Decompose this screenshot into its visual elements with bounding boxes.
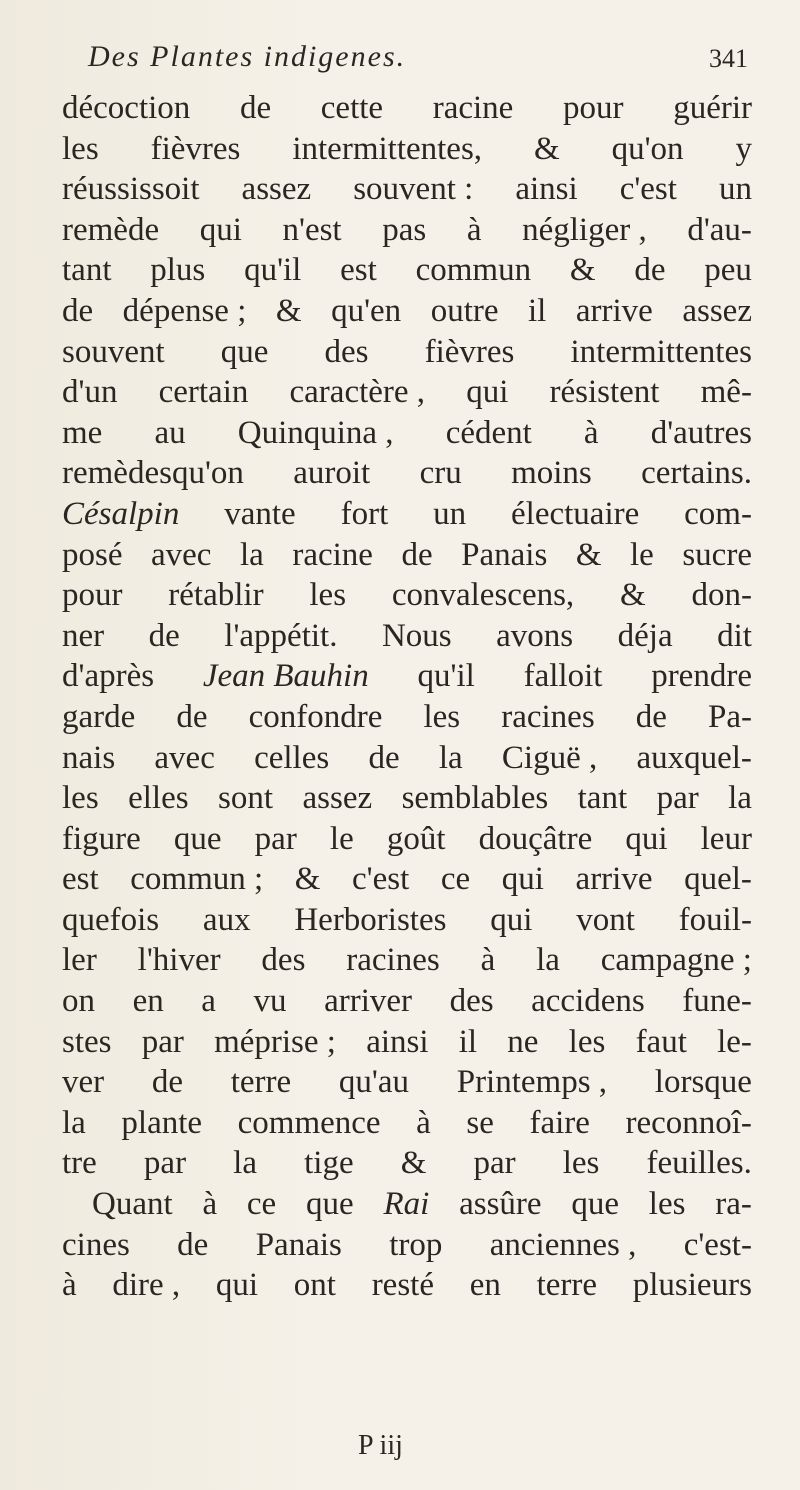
word: se xyxy=(466,1104,494,1141)
word: réussissoit xyxy=(62,171,200,208)
word: qui xyxy=(215,1267,259,1304)
text-line xyxy=(62,453,752,494)
text-line xyxy=(62,291,752,332)
word: sucre xyxy=(682,536,752,573)
word: Rai xyxy=(383,1186,430,1223)
word: Printemps , xyxy=(456,1064,608,1101)
word: trop xyxy=(389,1226,443,1263)
word: que xyxy=(571,1186,619,1223)
word: de xyxy=(368,739,400,776)
word: dit xyxy=(717,617,752,654)
word: fièvres xyxy=(150,130,241,167)
text-line xyxy=(62,900,752,941)
word: qui xyxy=(466,374,509,411)
text-line xyxy=(62,1143,752,1184)
word: quel- xyxy=(684,861,752,898)
word: dire , xyxy=(112,1267,181,1304)
word: plusieurs xyxy=(632,1267,752,1304)
word: de xyxy=(635,698,667,735)
word: ont xyxy=(293,1267,336,1304)
word: posé xyxy=(62,536,123,573)
word: commence xyxy=(237,1104,381,1141)
word: cru xyxy=(419,455,462,492)
word: elles xyxy=(128,780,189,817)
text-line xyxy=(62,372,752,413)
text-line xyxy=(62,616,752,657)
word: la xyxy=(438,739,463,776)
text-line xyxy=(62,1265,752,1306)
word: les xyxy=(423,698,461,735)
word: à xyxy=(480,942,496,979)
word: par xyxy=(141,1023,184,1060)
text-line xyxy=(62,332,752,373)
word: ner xyxy=(62,617,105,654)
word: Panais xyxy=(255,1226,342,1263)
body-text xyxy=(62,88,752,1306)
word: ce xyxy=(246,1186,277,1223)
word: c'est- xyxy=(683,1226,752,1263)
word: qu'il xyxy=(417,658,475,695)
word: les xyxy=(309,577,347,614)
page-number: 341 xyxy=(709,44,748,73)
word: commun ; xyxy=(130,861,264,898)
word: accidens xyxy=(531,983,645,1020)
word: par xyxy=(254,820,297,857)
word: de xyxy=(151,1064,184,1101)
word: tre xyxy=(62,1145,97,1182)
word: pas xyxy=(382,211,427,248)
word: arrive xyxy=(575,292,653,329)
word: cines xyxy=(62,1226,130,1263)
word: ainsi xyxy=(515,171,578,208)
word: plus xyxy=(150,252,206,289)
word: c'est xyxy=(619,171,677,208)
word: racines xyxy=(501,698,595,735)
word: à xyxy=(466,211,482,248)
word: que xyxy=(173,820,222,857)
word: la xyxy=(233,1145,257,1182)
word: tant xyxy=(62,252,112,289)
text-line xyxy=(62,1225,752,1266)
word: guérir xyxy=(673,90,752,126)
word: les xyxy=(562,1145,600,1182)
word: & xyxy=(619,577,646,614)
word: racine xyxy=(432,90,514,126)
word: aux xyxy=(202,901,251,938)
word: un xyxy=(433,495,467,532)
word: avec xyxy=(154,739,215,776)
word: le xyxy=(630,536,654,573)
word: méprise ; xyxy=(214,1023,336,1060)
word: de xyxy=(634,252,666,289)
word: certains. xyxy=(641,455,752,492)
word: avec xyxy=(151,536,212,573)
text-line xyxy=(62,778,752,819)
word: qui xyxy=(199,211,242,248)
word: Jean Bauhin xyxy=(202,658,369,695)
text-line xyxy=(62,1022,752,1063)
word: assez xyxy=(241,171,312,208)
word: mê- xyxy=(700,374,752,411)
text-line xyxy=(62,819,752,860)
word: Quant xyxy=(92,1186,173,1223)
word: ra- xyxy=(715,1186,752,1223)
word: par xyxy=(143,1145,187,1182)
word: tant xyxy=(577,780,628,817)
word: résistent xyxy=(549,374,660,411)
word: des xyxy=(449,983,494,1020)
word: des xyxy=(261,942,306,979)
word: outre xyxy=(430,292,499,329)
page-header xyxy=(88,40,748,84)
text-line xyxy=(62,210,752,251)
text-line xyxy=(62,1103,752,1144)
word: fièvres xyxy=(424,333,515,370)
word: la xyxy=(62,1104,86,1141)
word: en xyxy=(469,1267,501,1304)
text-line xyxy=(62,859,752,900)
word: la xyxy=(728,780,752,817)
word: intermittentes, xyxy=(292,130,483,167)
word: qu'on xyxy=(611,130,684,167)
text-line xyxy=(62,494,752,535)
word: quefois xyxy=(62,901,160,938)
word: dépense ; xyxy=(122,292,247,329)
text-line xyxy=(62,250,752,291)
word: lorsque xyxy=(654,1064,752,1101)
word: qui xyxy=(490,901,533,938)
word: Pa- xyxy=(707,698,752,735)
word: arrive xyxy=(575,861,653,898)
text-line xyxy=(62,1062,752,1103)
text-line xyxy=(62,88,752,129)
word: les xyxy=(62,130,99,167)
word: les xyxy=(568,1023,606,1060)
text-line xyxy=(62,981,752,1022)
word: vu xyxy=(253,983,287,1020)
word: & xyxy=(569,252,596,289)
word: c'est xyxy=(352,861,410,898)
word: est xyxy=(62,861,99,898)
word: fort xyxy=(340,495,389,532)
word: & xyxy=(533,130,560,167)
word: semblables xyxy=(401,780,549,817)
text-line xyxy=(62,535,752,576)
text-line xyxy=(62,413,752,454)
word: intermittentes xyxy=(570,333,752,370)
running-head: Des Plantes indigenes. xyxy=(88,40,407,73)
word: de xyxy=(176,698,208,735)
text-line xyxy=(62,940,752,981)
word: les xyxy=(648,1186,686,1223)
word: que xyxy=(220,333,269,370)
word: qui xyxy=(501,861,544,898)
word: la xyxy=(536,942,560,979)
word: le xyxy=(329,820,354,857)
word: les xyxy=(62,780,99,817)
word: confondre xyxy=(248,698,383,735)
word: on xyxy=(62,983,95,1020)
word: décoction xyxy=(62,90,191,126)
word: Panais xyxy=(461,536,548,573)
word: plante xyxy=(121,1104,203,1141)
word: le- xyxy=(717,1023,752,1060)
word: avons xyxy=(496,617,574,654)
word: il xyxy=(458,1023,478,1060)
text-line xyxy=(62,656,752,697)
word: la xyxy=(239,536,264,573)
word: à xyxy=(583,414,599,451)
text-line xyxy=(62,169,752,210)
word: faire xyxy=(529,1104,590,1141)
word: nais xyxy=(62,739,116,776)
word: de xyxy=(239,90,272,126)
word: négliger , xyxy=(522,211,647,248)
word: tige xyxy=(304,1145,354,1182)
word: reconnoî- xyxy=(625,1104,752,1141)
word: & xyxy=(575,536,602,573)
word: à xyxy=(202,1186,218,1223)
word: fouil- xyxy=(678,901,752,938)
word: d'après xyxy=(62,658,155,695)
word: racine xyxy=(292,536,373,573)
word: n'est xyxy=(282,211,342,248)
word: & xyxy=(275,292,302,329)
word: peu xyxy=(704,252,752,289)
word: cette xyxy=(320,90,384,126)
word: ainsi xyxy=(366,1023,429,1060)
signature-mark: P iij xyxy=(358,1430,403,1461)
word: assez xyxy=(302,780,373,817)
word: ver xyxy=(62,1064,105,1101)
word: qui xyxy=(625,820,668,857)
word: un xyxy=(718,171,752,208)
word: prendre xyxy=(651,658,752,695)
word: assez xyxy=(682,292,752,329)
word: auxquel- xyxy=(636,739,752,776)
word: Césalpin xyxy=(62,495,180,532)
word: d'autres xyxy=(650,414,752,451)
word: anciennes , xyxy=(489,1226,637,1263)
word: rétablir xyxy=(168,577,264,614)
word: par xyxy=(473,1145,516,1182)
word: campagne ; xyxy=(600,942,752,979)
word: moins xyxy=(511,455,592,492)
word: y xyxy=(735,130,752,167)
word: don- xyxy=(691,577,752,614)
word: déja xyxy=(617,617,673,654)
word: feuilles. xyxy=(646,1145,752,1182)
word: arriver xyxy=(324,983,412,1020)
word: qu'en xyxy=(331,292,402,329)
word: cédent xyxy=(445,414,532,451)
word: à xyxy=(62,1267,77,1304)
text-line xyxy=(62,129,752,170)
word: vante xyxy=(224,495,296,532)
word: racines xyxy=(346,942,440,979)
word: est xyxy=(340,252,377,289)
word: terre xyxy=(536,1267,598,1304)
word: falloit xyxy=(523,658,603,695)
word: à xyxy=(416,1104,431,1141)
word: remèdesqu'on xyxy=(62,455,244,492)
word: l'hiver xyxy=(137,942,221,979)
word: assûre xyxy=(459,1186,542,1223)
word: au xyxy=(154,414,186,451)
word: faut xyxy=(635,1023,687,1060)
text-line xyxy=(62,575,752,616)
word: douçâtre xyxy=(478,820,593,857)
word: garde xyxy=(62,698,136,735)
word: qu'il xyxy=(244,252,302,289)
word: il xyxy=(528,292,547,329)
word: de xyxy=(401,536,433,573)
word: & xyxy=(400,1145,427,1182)
word: Nous xyxy=(381,617,452,654)
word: de xyxy=(148,617,180,654)
word: que xyxy=(306,1186,354,1223)
word: com- xyxy=(684,495,752,532)
word: l'appétit. xyxy=(224,617,338,654)
word: en xyxy=(132,983,164,1020)
word: certain xyxy=(158,374,249,411)
word: remède xyxy=(62,211,160,248)
text-line xyxy=(62,738,752,779)
word: ler xyxy=(62,942,97,979)
word: pour xyxy=(563,90,624,126)
word: resté xyxy=(371,1267,434,1304)
word: terre xyxy=(230,1064,292,1101)
word: a xyxy=(201,983,216,1020)
word: vont xyxy=(576,901,635,938)
word: celles xyxy=(254,739,330,776)
word: sont xyxy=(218,780,274,817)
word: Ciguë , xyxy=(501,739,598,776)
word: Herboristes xyxy=(294,901,447,938)
word: figure xyxy=(62,820,141,857)
word: & xyxy=(294,861,321,898)
word: des xyxy=(324,333,369,370)
word: fune- xyxy=(682,983,752,1020)
word: qu'au xyxy=(338,1064,409,1101)
word: souvent xyxy=(62,333,165,370)
word: par xyxy=(656,780,699,817)
text-line xyxy=(62,1184,752,1225)
word: me xyxy=(62,414,103,451)
word: souvent : xyxy=(353,171,474,208)
word: ce xyxy=(440,861,471,898)
word: pour xyxy=(62,577,123,614)
word: caractère , xyxy=(289,374,426,411)
word: d'un xyxy=(62,374,118,411)
word: ne xyxy=(507,1023,539,1060)
word: leur xyxy=(700,820,752,857)
word: goût xyxy=(386,820,446,857)
word: auroit xyxy=(293,455,371,492)
word: de xyxy=(177,1226,209,1263)
word: électuaire xyxy=(511,495,640,532)
text-line xyxy=(62,697,752,738)
word: stes xyxy=(62,1023,112,1060)
word: convalescens, xyxy=(391,577,575,614)
word: Quinquina , xyxy=(237,414,394,451)
word: d'au- xyxy=(687,211,752,248)
word: de xyxy=(62,292,94,329)
word: commun xyxy=(415,252,532,289)
